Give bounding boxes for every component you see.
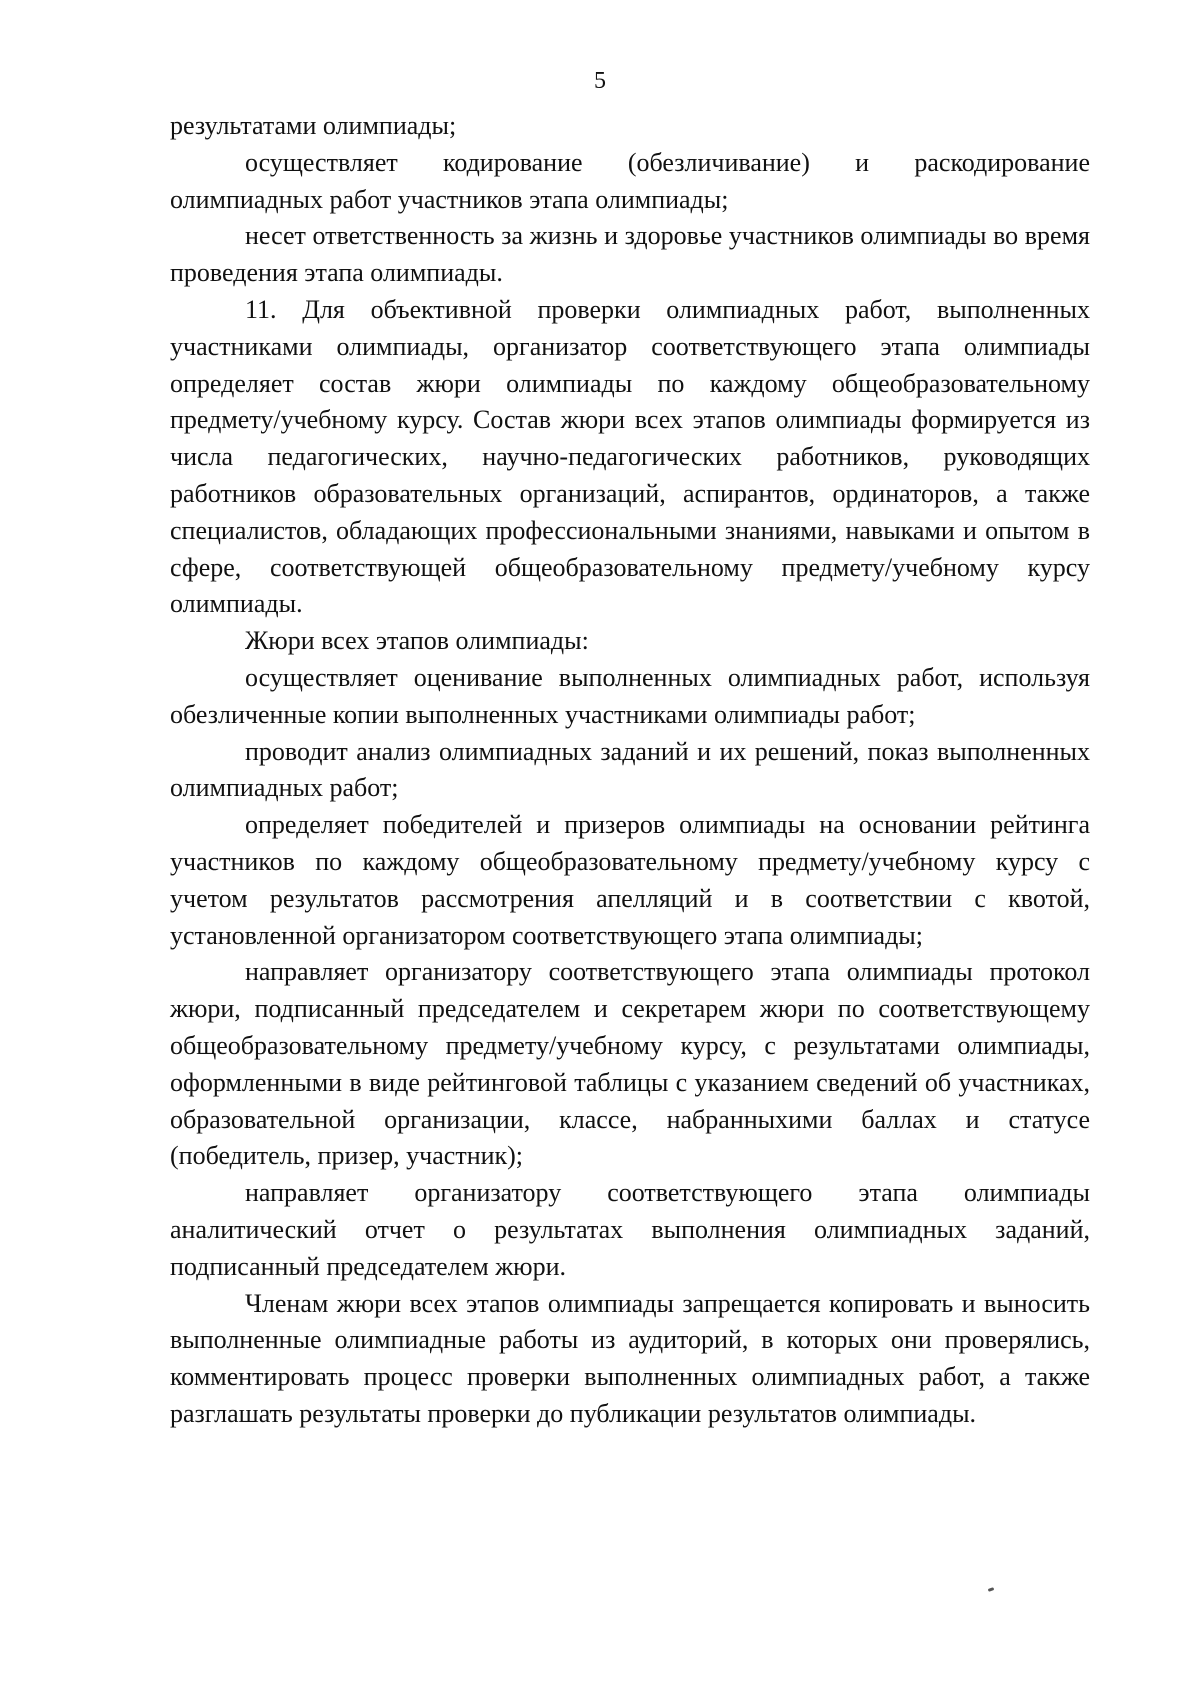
- paragraph-encoding-duty: осуществляет кодирование (обезличивание) и раскодирование олимпиадных работ участников этапа олимпиады;: [170, 147, 1090, 214]
- paragraph-responsibility: несет ответственность за жизнь и здоровье участников олимпиады во время проведения этапа олимпиады.: [170, 221, 1090, 288]
- page-number: 5: [594, 68, 606, 94]
- paragraph-jury-evaluation: осуществляет оценивание выполненных олимпиадных работ, используя обезличенные копии выполненных участниками олимпиады работ;: [170, 662, 1090, 729]
- paragraph-jury-intro: Жюри всех этапов олимпиады:: [245, 626, 589, 656]
- document-body: [170, 108, 1090, 1433]
- paragraph-jury-restrictions: Членам жюри всех этапов олимпиады запрещается копировать и выносить выполненные олимпиадные работы из аудиторий, в которых они проверялись, комментировать процесс проверки выполненных олимпиадных работ, а также разглашать результаты проверки до публикации результатов олимпиады.: [170, 1288, 1090, 1428]
- paragraph-jury-protocol: направляет организатору соответствующего этапа олимпиады протокол жюри, подписанный председателем и секретарем жюри по соответствующему общеобразовательному предмету/учебному курсу, с результатами олимпиады, оформленными в виде рейтинговой таблицы с указанием сведений об участниках, образовательной организации, классе, набранныхими баллах и статусе (победитель, призер, участник);: [170, 957, 1090, 1171]
- paragraph-section-11: 11. Для объективной проверки олимпиадных работ, выполненных участниками олимпиады, организатор соответствующего этапа олимпиады определяет состав жюри олимпиады по каждому общеобразовательному предмету/учебному курсу. Состав жюри всех этапов олимпиады формируется из числа педагогических, научно-педагогических работников, руководящих работников образовательных организаций, аспирантов, ординаторов, а также специалистов, обладающих профессиональными знаниями, навыками и опытом в сфере, соответствующей общеобразовательному предмету/учебному курсу олимпиады.: [170, 294, 1090, 619]
- scan-artifact: [988, 1587, 995, 1592]
- paragraph-jury-winners: определяет победителей и призеров олимпиады на основании рейтинга участников по каждому общеобразовательному предмету/учебному курсу с учетом результатов рассмотрения апелляций и в соответствии с квотой, установленной организатором соответствующего этапа олимпиады;: [170, 810, 1090, 950]
- paragraph-jury-analysis: проводит анализ олимпиадных заданий и их решений, показ выполненных олимпиадных работ;: [170, 736, 1090, 803]
- paragraph-jury-report: направляет организатору соответствующего этапа олимпиады аналитический отчет о результатах выполнения олимпиадных заданий, подписанный председателем жюри.: [170, 1178, 1090, 1281]
- paragraph-continuation: результатами олимпиады;: [170, 111, 457, 140]
